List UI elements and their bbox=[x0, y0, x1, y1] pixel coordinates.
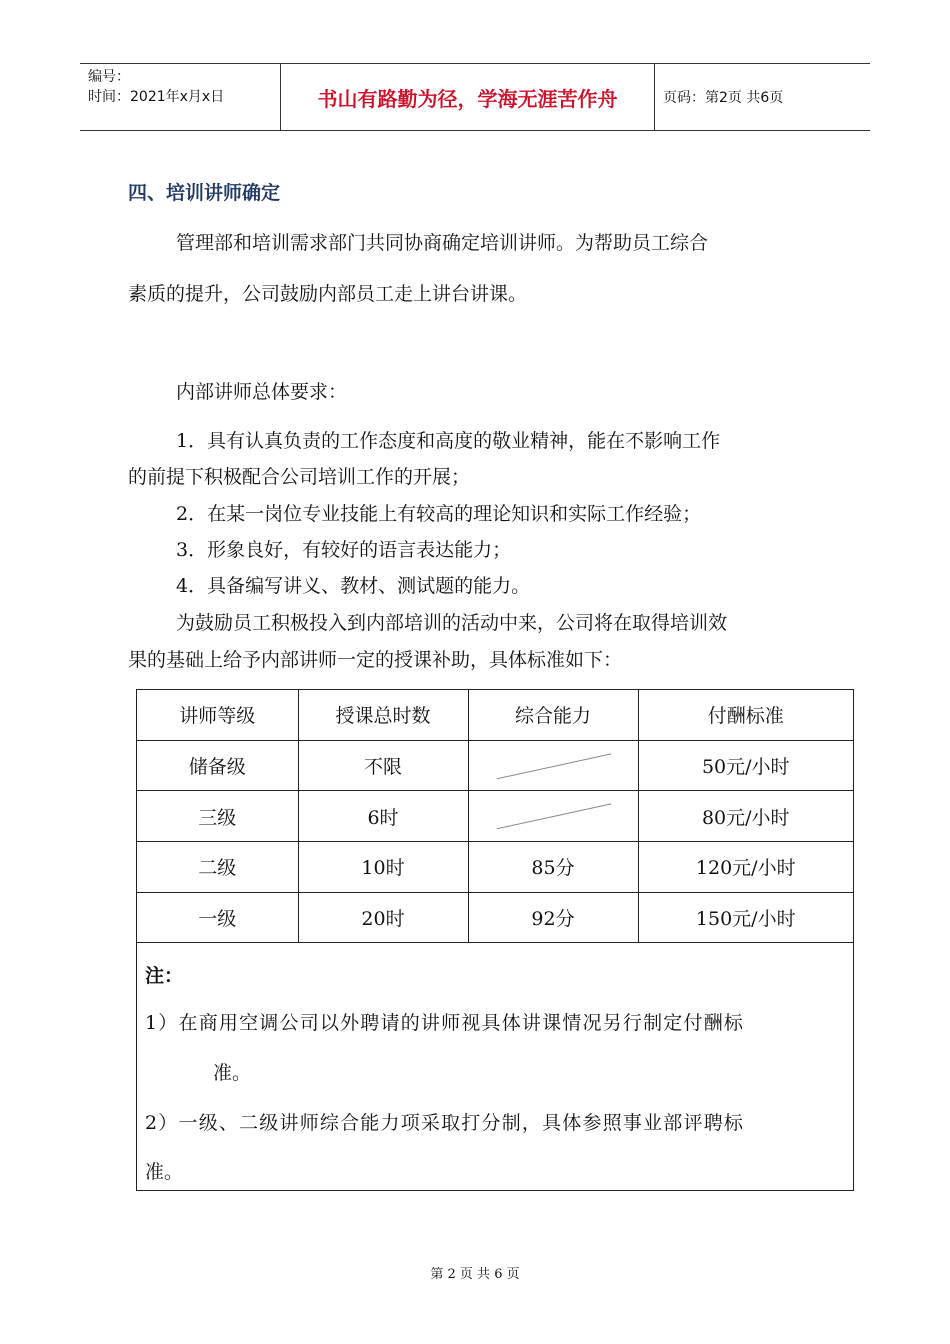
table-cell: 85分 bbox=[468, 842, 638, 893]
table-cell: 120元/小时 bbox=[638, 842, 853, 893]
table-cell: 一级 bbox=[137, 892, 298, 943]
section-title: 四、培训讲师确定 bbox=[128, 182, 281, 204]
note-2-line-2: 准。 bbox=[145, 1161, 184, 1183]
header-number: 编号： bbox=[88, 69, 130, 85]
subsidy-line-1: 为鼓励员工积极投入到内部培训的活动中来，公司将在取得培训效 bbox=[176, 612, 728, 634]
page-footer: 第 2 页 共 6 页 bbox=[430, 1267, 520, 1282]
page-header bbox=[80, 63, 870, 131]
diagonal-line bbox=[469, 741, 638, 791]
note-title: 注： bbox=[145, 965, 184, 987]
table-cell: 二级 bbox=[137, 842, 298, 893]
note-1-line-1: 1）在商用空调公司以外聘请的讲师视具体讲课情况另行制定付酬标 bbox=[145, 1012, 745, 1034]
table-row bbox=[137, 892, 853, 943]
table-header-row bbox=[137, 690, 853, 740]
note-2-line-1: 2）一级、二级讲师综合能力项采取打分制，具体参照事业部评聘标 bbox=[145, 1112, 745, 1134]
requirement-3: 3．形象良好，有较好的语言表达能力； bbox=[176, 539, 512, 561]
header-time: 时间：2021年x月x日 bbox=[88, 89, 225, 105]
table-cell: 50元/小时 bbox=[638, 740, 853, 791]
table-cell: 不限 bbox=[298, 740, 468, 791]
table-row bbox=[137, 740, 853, 791]
requirement-4: 4．具备编写讲义、教材、测试题的能力。 bbox=[176, 575, 531, 597]
header-page: 页码：第2页 共6页 bbox=[663, 90, 784, 106]
table-cell: 20时 bbox=[298, 892, 468, 943]
header-cell: 授课总时数 bbox=[298, 690, 468, 740]
intro-line-1: 管理部和培训需求部门共同协商确定培训讲师。为帮助员工综合 bbox=[176, 232, 709, 254]
table-row bbox=[137, 791, 853, 842]
table-cell: 三级 bbox=[137, 791, 298, 842]
table-cell: 150元/小时 bbox=[638, 892, 853, 943]
note-1-line-2: 准。 bbox=[213, 1062, 252, 1084]
table-cell-empty bbox=[468, 791, 638, 842]
requirement-1-line-1: 1．具有认真负责的工作态度和高度的敬业精神，能在不影响工作 bbox=[176, 430, 721, 452]
header-cell: 讲师等级 bbox=[137, 690, 298, 740]
header-motto: 书山有路勤为径，学海无涯苦作舟 bbox=[281, 64, 655, 130]
table-cell: 92分 bbox=[468, 892, 638, 943]
diagonal-line bbox=[469, 791, 638, 841]
header-cell: 综合能力 bbox=[468, 690, 638, 740]
header-meta bbox=[80, 64, 281, 130]
table-row bbox=[137, 842, 853, 893]
table-cell: 10时 bbox=[298, 842, 468, 893]
lecturer-pay-table bbox=[136, 689, 854, 1191]
table-cell: 储备级 bbox=[137, 740, 298, 791]
intro-line-2: 素质的提升，公司鼓励内部员工走上讲台讲课。 bbox=[128, 283, 528, 305]
requirement-1-line-2: 的前提下积极配合公司培训工作的开展； bbox=[128, 466, 471, 488]
requirement-2: 2．在某一岗位专业技能上有较高的理论知识和实际工作经验； bbox=[176, 503, 702, 525]
table-cell: 6时 bbox=[298, 791, 468, 842]
requirements-title: 内部讲师总体要求： bbox=[176, 381, 348, 403]
table-cell: 80元/小时 bbox=[638, 791, 853, 842]
table-cell-empty bbox=[468, 740, 638, 791]
subsidy-line-2: 果的基础上给予内部讲师一定的授课补助，具体标准如下： bbox=[128, 649, 623, 671]
header-cell: 付酬标准 bbox=[638, 690, 853, 740]
